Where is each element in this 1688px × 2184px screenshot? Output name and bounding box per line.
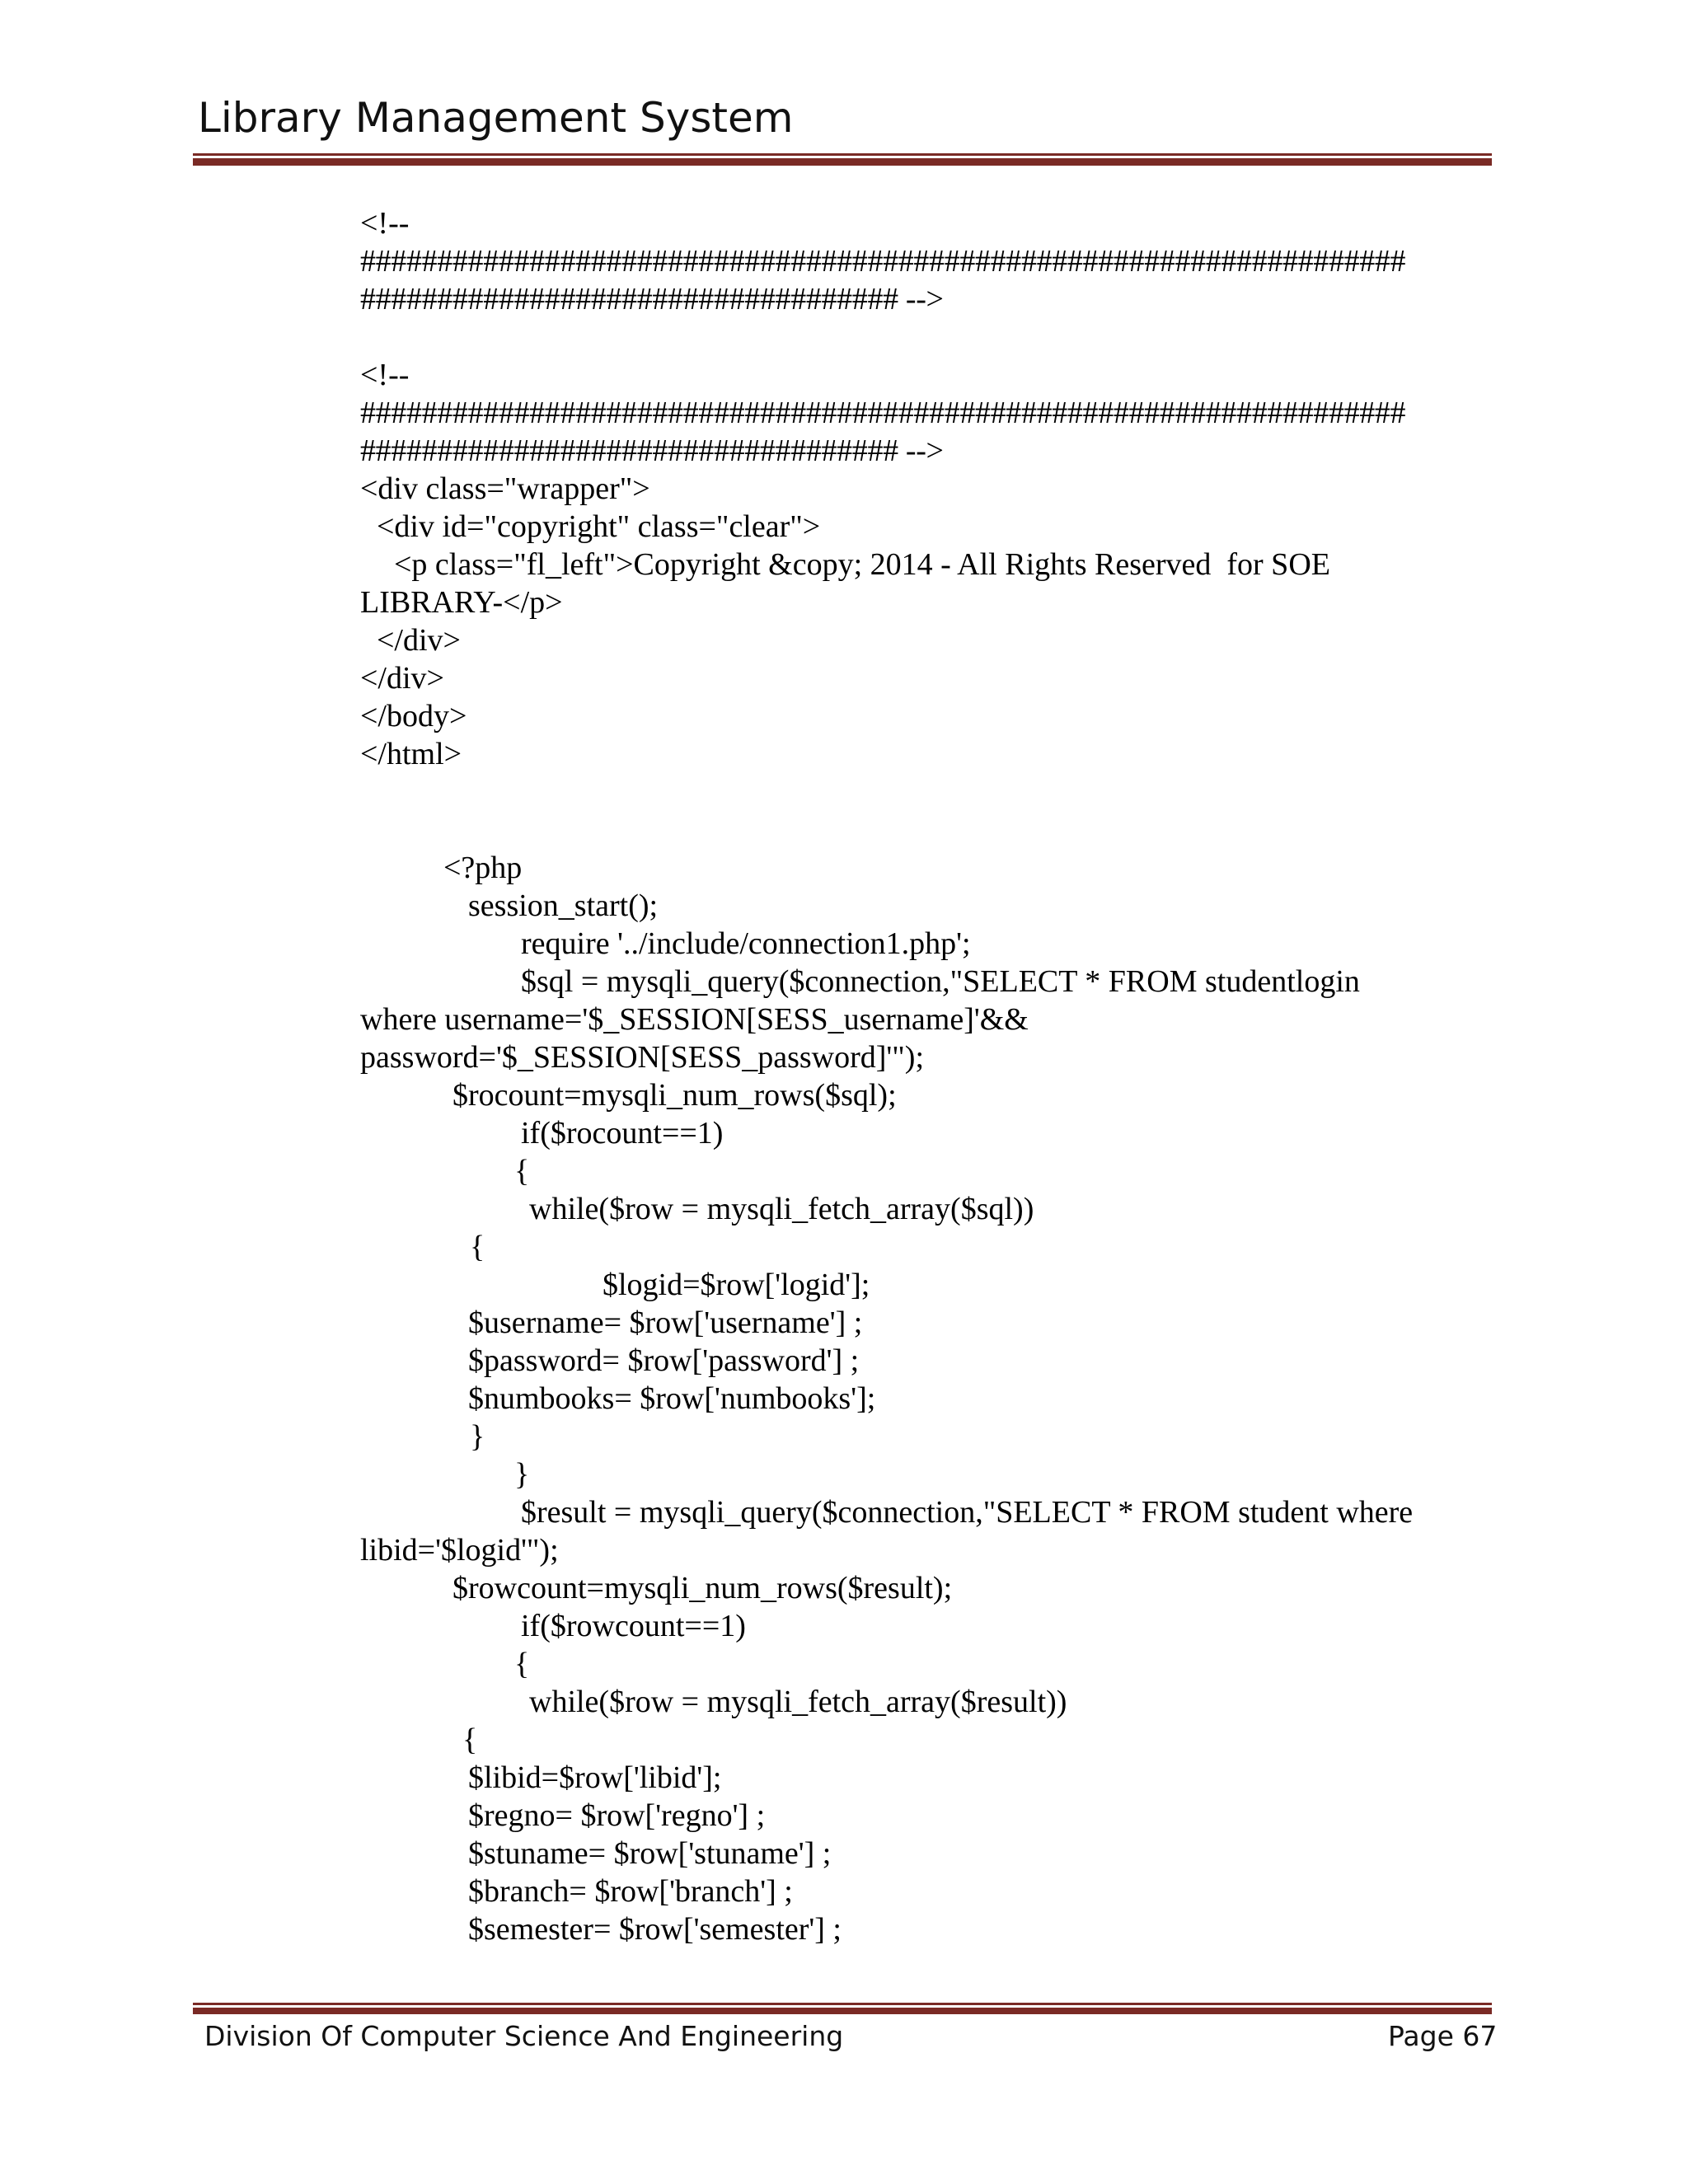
code-line: #################################################################### — [360, 396, 1406, 430]
code-line: { — [514, 1154, 530, 1188]
code-line: </html> — [360, 737, 462, 771]
code-line: $numbooks= $row['numbooks']; — [468, 1381, 876, 1416]
code-line: <?php — [443, 851, 523, 885]
code-line: } — [514, 1457, 530, 1492]
code-line: <p class="fl_left">Copyright &copy; 2014 - All Rights Reserved for SOE — [394, 547, 1330, 582]
code-line: while($row = mysqli_fetch_array($result)) — [529, 1685, 1067, 1719]
code-line: $branch= $row['branch'] ; — [468, 1874, 793, 1909]
code-line: <div class="wrapper"> — [360, 471, 650, 506]
code-line: ################################### --> — [360, 282, 944, 316]
code-line: where username='$_SESSION[SESS_username]'&& — [360, 1002, 1029, 1037]
code-line: { — [514, 1647, 530, 1681]
code-line: #################################################################### — [360, 244, 1406, 279]
code-line: </div> — [377, 623, 461, 658]
code-line: </div> — [360, 661, 444, 696]
code-line: libid='$logid'"); — [360, 1533, 559, 1568]
code-line: if($rocount==1) — [521, 1116, 724, 1151]
code-line: { — [470, 1230, 485, 1264]
code-line: require '../include/connection1.php'; — [521, 926, 971, 961]
code-line: <!-- — [360, 206, 410, 241]
code-line: $regno= $row['regno'] ; — [468, 1798, 766, 1833]
code-line: $password= $row['password'] ; — [468, 1343, 860, 1378]
code-line: session_start(); — [468, 888, 659, 923]
code-line: $rowcount=mysqli_num_rows($result); — [452, 1571, 953, 1605]
footer-rule — [193, 2003, 1492, 2014]
code-line: $logid=$row['logid']; — [603, 1268, 870, 1302]
code-line: ################################### --> — [360, 434, 944, 468]
code-line: $libid=$row['libid']; — [468, 1760, 722, 1795]
code-line: $result = mysqli_query($connection,"SELECT * FROM student where — [521, 1495, 1414, 1530]
code-line: { — [462, 1722, 478, 1757]
code-line: <div id="copyright" class="clear"> — [377, 509, 821, 544]
code-line: } — [470, 1419, 485, 1454]
footer-division-text: Division Of Computer Science And Engineering — [204, 2020, 844, 2052]
code-line: password='$_SESSION[SESS_password]'"); — [360, 1040, 924, 1075]
page-number: Page 67 — [1388, 2020, 1498, 2052]
code-line: if($rowcount==1) — [521, 1609, 746, 1643]
code-line: $rocount=mysqli_num_rows($sql); — [452, 1078, 897, 1113]
code-line: $semester= $row['semester'] ; — [468, 1912, 842, 1947]
code-line: LIBRARY-</p> — [360, 585, 563, 620]
code-line: </body> — [360, 699, 467, 733]
page-header-title: Library Management System — [198, 94, 794, 142]
code-line: <!-- — [360, 358, 410, 392]
code-line: while($row = mysqli_fetch_array($sql)) — [529, 1192, 1034, 1226]
code-line: $sql = mysqli_query($connection,"SELECT * FROM studentlogin — [521, 964, 1360, 999]
code-line: $username= $row['username'] ; — [468, 1305, 863, 1340]
code-line: $stuname= $row['stuname'] ; — [468, 1836, 832, 1871]
header-rule — [193, 153, 1492, 166]
